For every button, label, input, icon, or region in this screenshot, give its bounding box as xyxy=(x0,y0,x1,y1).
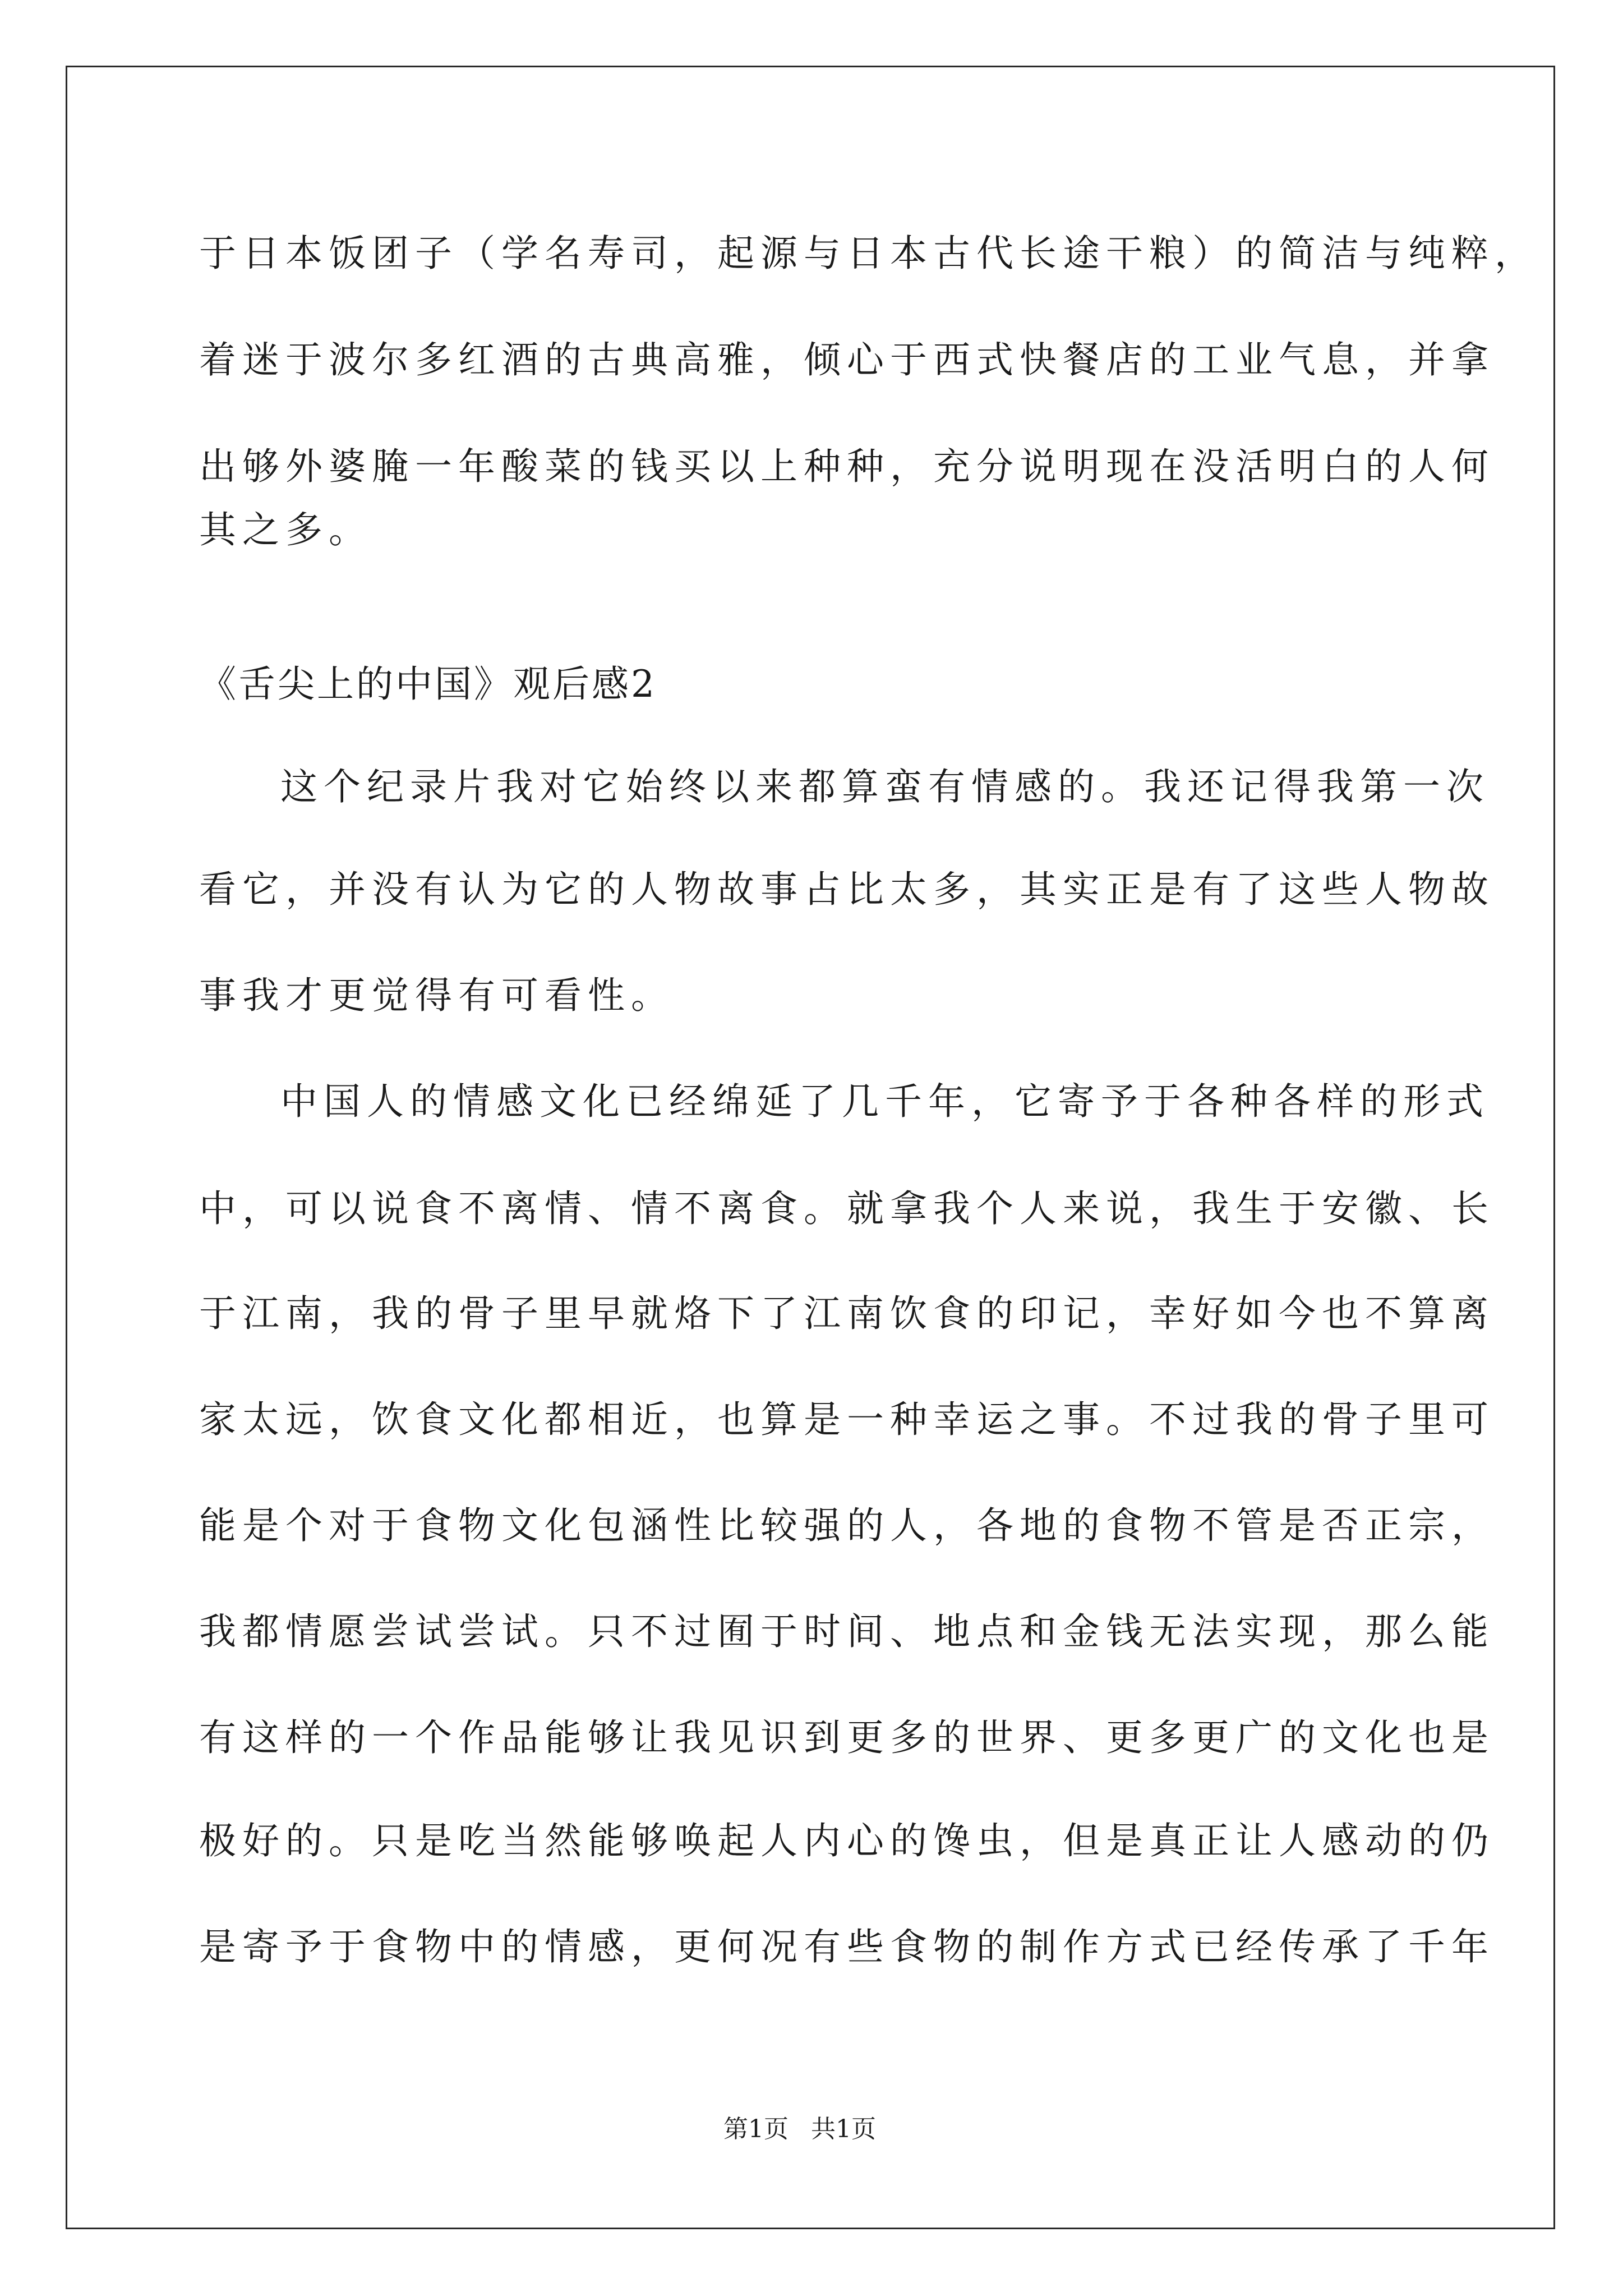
page-border xyxy=(66,66,1555,2229)
text-line: 事我才更觉得有可看性。 xyxy=(199,974,674,1017)
text-line: 于江南，我的骨子里早就烙下了江南饮食的印记，幸好如今也不算离 xyxy=(199,1292,1495,1335)
text-line: 中国人的情感文化已经绵延了几千年，它寄予于各种各样的形式 xyxy=(280,1080,1490,1123)
text-line: 极好的。只是吃当然能够唤起人内心的馋虫，但是真正让人感动的仍 xyxy=(199,1819,1495,1862)
text-line: 中，可以说食不离情、情不离食。就拿我个人来说，我生于安徽、长 xyxy=(199,1187,1495,1230)
page-number: 第1页 xyxy=(723,2115,789,2143)
text-line: 能是个对于食物文化包涵性比较强的人，各地的食物不管是否正宗， xyxy=(199,1504,1495,1547)
text-line: 于日本饭团子（学名寿司，起源与日本古代长途干粮）的简洁与纯粹， xyxy=(199,232,1538,275)
section-heading: 《舌尖上的中国》观后感2 xyxy=(199,662,657,706)
text-line: 是寄予于食物中的情感，更何况有些食物的制作方式已经传承了千年 xyxy=(199,1925,1495,1968)
page-footer xyxy=(723,2114,914,2145)
text-line: 其之多。 xyxy=(199,508,372,551)
text-line: 出够外婆腌一年酸菜的钱买以上种种，充分说明现在没活明白的人何 xyxy=(199,445,1495,488)
page-total: 共1页 xyxy=(811,2115,876,2143)
text-line: 着迷于波尔多红酒的古典高雅，倾心于西式快餐店的工业气息，并拿 xyxy=(199,338,1495,381)
text-line: 有这样的一个作品能够让我见识到更多的世界、更多更广的文化也是 xyxy=(199,1716,1495,1759)
text-line: 我都情愿尝试尝试。只不过囿于时间、地点和金钱无法实现，那么能 xyxy=(199,1610,1495,1653)
text-line: 家太远，饮食文化都相近，也算是一种幸运之事。不过我的骨子里可 xyxy=(199,1398,1495,1441)
text-line: 看它，并没有认为它的人物故事占比太多，其实正是有了这些人物故 xyxy=(199,868,1495,911)
text-line: 这个纪录片我对它始终以来都算蛮有情感的。我还记得我第一次 xyxy=(280,765,1490,808)
